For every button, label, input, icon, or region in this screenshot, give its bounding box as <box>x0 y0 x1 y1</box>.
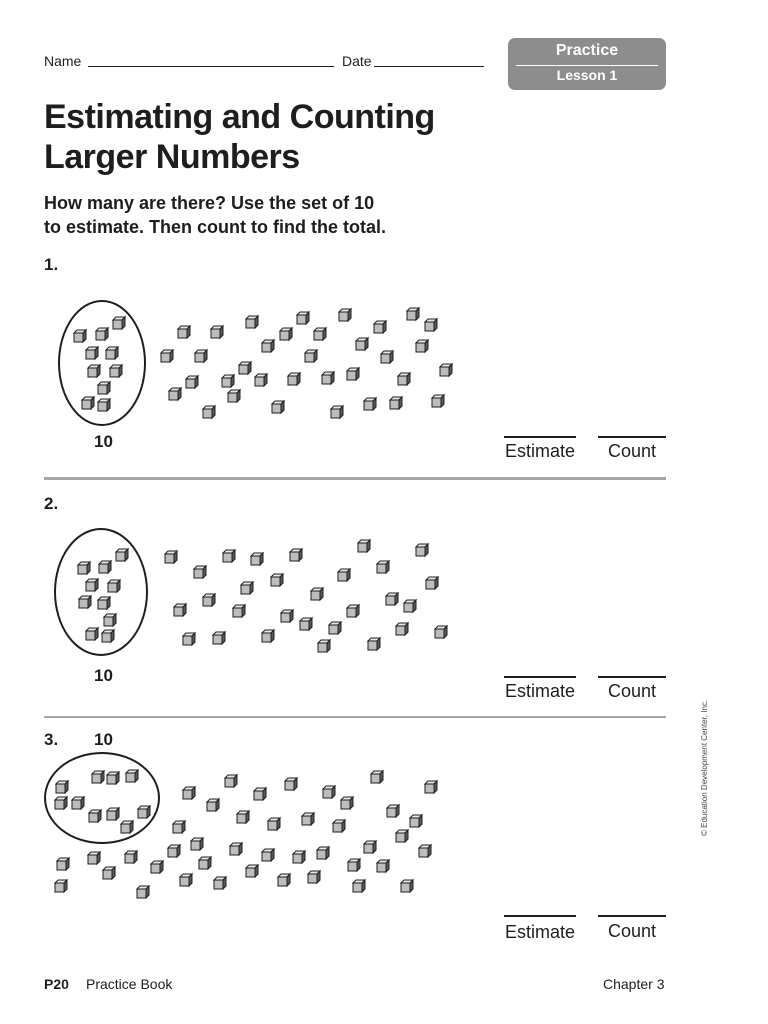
cube-p3-rest-37 <box>278 874 290 886</box>
problem-2-estimate-label: Estimate <box>505 681 576 701</box>
cube-p3-rest-4 <box>425 781 437 793</box>
cube-p3-rest-25 <box>419 845 431 857</box>
cube-p2-rest-14 <box>203 594 215 606</box>
problem-3-estimate-label: Estimate <box>505 922 576 942</box>
cube-p1-rest-7 <box>339 309 351 321</box>
cube-p3-rest-21 <box>262 849 274 861</box>
problem-2-count-line[interactable] <box>598 676 666 678</box>
cube-p3-rest-17 <box>396 830 408 842</box>
cube-p1-rest-25 <box>398 373 410 385</box>
cube-p3-rest-39 <box>353 880 365 892</box>
cube-p2-rest-20 <box>300 618 312 630</box>
cube-p1-rest-28 <box>228 390 240 402</box>
cube-p3-rest-15 <box>410 815 422 827</box>
problem-1-number: 1. <box>44 255 59 274</box>
cube-p2-rest-7 <box>377 561 389 573</box>
cube-p3-rest-1 <box>225 775 237 787</box>
problem-1-estimate-line[interactable] <box>504 436 576 438</box>
footer-book: Practice Book <box>86 976 173 992</box>
lesson-badge <box>508 38 666 90</box>
cube-p1-rest-34 <box>432 395 444 407</box>
title-line-2: Larger Numbers <box>44 138 300 176</box>
cube-p1-rest-21 <box>255 374 267 386</box>
cube-p2-rest-16 <box>311 588 323 600</box>
problem-2-ten-label: 10 <box>94 666 113 685</box>
cube-p1-rest-23 <box>322 372 334 384</box>
cube-p2-rest-29 <box>435 626 447 638</box>
cube-p2-rest-8 <box>416 544 428 556</box>
cube-p3-rest-24 <box>364 841 376 853</box>
date-line[interactable] <box>374 66 484 67</box>
cube-p2-rest-5 <box>290 549 302 561</box>
badge-practice: Practice <box>555 42 619 59</box>
instructions <box>44 191 464 239</box>
problem-3-count-label: Count <box>608 921 657 941</box>
footer-page-code: P20 <box>44 976 69 992</box>
cube-p3-rest-9 <box>207 799 219 811</box>
problem-1-ten-group-oval <box>58 300 146 426</box>
cube-p3-rest-20 <box>230 843 242 855</box>
cube-p2-rest-24 <box>262 630 274 642</box>
cube-p3-rest-29 <box>151 861 163 873</box>
problem-divider-1 <box>44 477 666 480</box>
cube-p3-rest-35 <box>180 874 192 886</box>
cube-p3-rest-7 <box>323 786 335 798</box>
cube-p1-rest-3 <box>246 316 258 328</box>
problem-1-ten-label: 10 <box>94 432 113 451</box>
cube-p1-rest-12 <box>195 350 207 362</box>
cube-p3-rest-23 <box>317 847 329 859</box>
cube-p2-rest-10 <box>271 574 283 586</box>
cube-p2-rest-3 <box>223 550 235 562</box>
footer-chapter: Chapter 3 <box>603 976 665 992</box>
problem-1-estimate-label: Estimate <box>505 441 576 461</box>
cube-p3-rest-42 <box>137 886 149 898</box>
cube-p1-rest-29 <box>203 406 215 418</box>
cube-p1-rest-30 <box>272 401 284 413</box>
cube-p2-rest-2 <box>194 566 206 578</box>
cube-p1-rest-27 <box>169 388 181 400</box>
cube-p1-rest-13 <box>262 340 274 352</box>
cube-p1-rest-4 <box>280 328 292 340</box>
problem-3-number: 3. <box>44 730 59 749</box>
cube-p1-rest-20 <box>239 362 251 374</box>
cube-p3-rest-26 <box>57 858 69 870</box>
cube-p3-rest-40 <box>401 880 413 892</box>
problem-2-number: 2. <box>44 494 59 513</box>
cube-p3-rest-22 <box>293 851 305 863</box>
cube-p3-rest-33 <box>377 860 389 872</box>
cube-p3-rest-30 <box>199 857 211 869</box>
cube-p3-rest-41 <box>55 880 67 892</box>
cube-p1-rest-5 <box>297 312 309 324</box>
problem-2-count-label: Count <box>608 681 657 701</box>
cube-p1-rest-32 <box>364 398 376 410</box>
cube-p2-rest-9 <box>241 582 253 594</box>
problem-divider-2 <box>44 716 666 718</box>
cube-p1-rest-10 <box>425 319 437 331</box>
cube-p2-rest-27 <box>368 638 380 650</box>
cube-p2-rest-21 <box>347 605 359 617</box>
problem-3-count-line[interactable] <box>598 915 666 917</box>
cube-p3-rest-19 <box>168 845 180 857</box>
cube-p2-rest-11 <box>338 569 350 581</box>
cube-p3-rest-16 <box>173 821 185 833</box>
cube-p1-rest-17 <box>416 340 428 352</box>
cube-p1-rest-9 <box>407 308 419 320</box>
problem-3-ten-group-oval <box>44 752 160 844</box>
cube-p2-rest-1 <box>165 551 177 563</box>
cube-p1-rest-33 <box>390 397 402 409</box>
name-label: Name <box>44 53 82 69</box>
cube-p1-rest-15 <box>356 338 368 350</box>
problem-3-ten-label: 10 <box>94 730 113 749</box>
problem-1-count-line[interactable] <box>598 436 666 438</box>
cube-p2-rest-13 <box>174 604 186 616</box>
cube-p1-rest-14 <box>305 350 317 362</box>
cube-p2-rest-17 <box>386 593 398 605</box>
cube-p1-rest-22 <box>288 373 300 385</box>
cube-p3-rest-18 <box>191 838 203 850</box>
copyright-anchor <box>700 699 710 846</box>
cube-p2-rest-25 <box>329 622 341 634</box>
problem-3-estimate-line[interactable] <box>504 915 576 917</box>
badge-lesson: Lesson 1 <box>556 67 618 83</box>
cube-p2-rest-4 <box>251 553 263 565</box>
cube-p1-rest-26 <box>440 364 452 376</box>
instructions-line-1: How many are there? Use the set of 10 <box>44 193 375 213</box>
cube-p2-rest-26 <box>318 640 330 652</box>
cube-p3-rest-27 <box>88 852 100 864</box>
cube-p3-rest-34 <box>103 867 115 879</box>
cube-p3-rest-6 <box>254 788 266 800</box>
cube-p2-rest-19 <box>281 610 293 622</box>
cube-p3-rest-13 <box>333 820 345 832</box>
cube-p1-rest-11 <box>161 350 173 362</box>
cube-p1-rest-1 <box>178 326 190 338</box>
copyright-text: © Education Development Center, Inc. <box>700 699 709 836</box>
cube-p3-rest-8 <box>341 797 353 809</box>
cube-p3-rest-28 <box>125 851 137 863</box>
cube-p3-rest-14 <box>387 805 399 817</box>
cube-p3-rest-11 <box>268 818 280 830</box>
cube-p2-rest-6 <box>358 540 370 552</box>
title-line-1: Estimating and Counting <box>44 98 435 136</box>
cube-p3-rest-38 <box>308 871 320 883</box>
cube-p1-rest-2 <box>211 326 223 338</box>
cube-p1-rest-31 <box>331 406 343 418</box>
badge-divider <box>516 65 658 66</box>
cube-p2-rest-12 <box>426 577 438 589</box>
instructions-line-2: to estimate. Then count to find the total. <box>44 217 386 237</box>
cube-p3-rest-12 <box>302 813 314 825</box>
page-title <box>44 97 484 177</box>
cube-p1-rest-19 <box>222 375 234 387</box>
cube-p2-rest-22 <box>183 633 195 645</box>
cube-p2-rest-15 <box>233 605 245 617</box>
name-line[interactable] <box>88 66 334 67</box>
cube-p1-rest-16 <box>381 351 393 363</box>
cube-p3-rest-2 <box>285 778 297 790</box>
cube-p1-rest-24 <box>347 368 359 380</box>
cube-p1-rest-8 <box>374 321 386 333</box>
problem-2-ten-group-oval <box>54 528 148 656</box>
cube-p3-rest-32 <box>348 859 360 871</box>
cube-p3-rest-36 <box>214 877 226 889</box>
cube-p2-rest-28 <box>396 623 408 635</box>
cube-p3-rest-3 <box>371 771 383 783</box>
cube-p1-rest-6 <box>314 328 326 340</box>
cube-p3-rest-5 <box>183 787 195 799</box>
problem-1-count-label: Count <box>608 441 657 461</box>
problem-2-estimate-line[interactable] <box>504 676 576 678</box>
cube-p2-rest-18 <box>404 600 416 612</box>
cube-p2-rest-23 <box>213 632 225 644</box>
cube-p3-rest-31 <box>246 865 258 877</box>
cube-p1-rest-18 <box>186 376 198 388</box>
date-label: Date <box>342 53 372 69</box>
cube-p3-rest-10 <box>237 811 249 823</box>
